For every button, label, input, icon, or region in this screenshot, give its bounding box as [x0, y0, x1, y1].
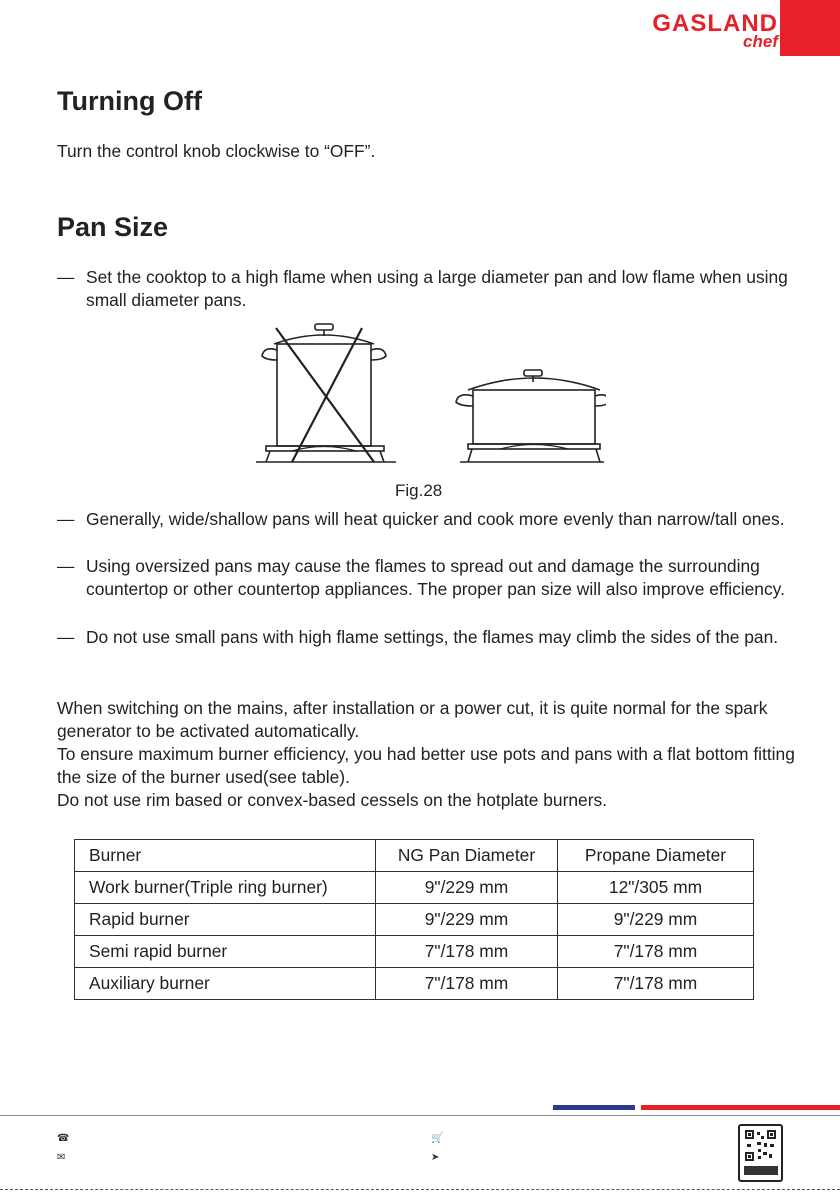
note-paragraph: When switching on the mains, after installation or a power cut, it is quite normal for the spark generator to be activated automatically. [57, 698, 768, 741]
phone-icon: ☎ [57, 1133, 70, 1144]
table-cell: 7"/178 mm [376, 968, 558, 1000]
bullet-text: Generally, wide/shallow pans will heat quicker and cook more evenly than narrow/tall ones. [86, 509, 785, 529]
table-cell: 7"/178 mm [376, 936, 558, 968]
mail-icon: ✉ [57, 1152, 66, 1163]
table-header-cell: NG Pan Diameter [376, 840, 558, 872]
figure-caption: Fig.28 [395, 481, 443, 500]
turning-off-text: Turn the control knob clockwise to “OFF”. [57, 141, 376, 161]
bottom-cut-line [0, 1189, 840, 1190]
bullet-dash: — [57, 267, 75, 287]
footer-accent-red [641, 1105, 840, 1110]
qr-code [738, 1124, 783, 1182]
pan-size-bullet [57, 508, 797, 531]
table-cell: 9"/229 mm [558, 904, 754, 936]
pan-size-bullet [57, 266, 797, 312]
qr-code-icon [745, 1130, 776, 1161]
pan-size-bullet [57, 626, 797, 649]
pan-size-figure [256, 320, 606, 468]
brand-name: GASLAND [652, 10, 778, 37]
notes-block [57, 697, 797, 812]
bullet-dash: — [57, 627, 75, 647]
table-row [75, 936, 754, 968]
bullet-text: Set the cooktop to a high flame when using a large diameter pan and low flame when using small diameter pans. [86, 267, 788, 310]
burner-pan-table [74, 839, 754, 1000]
pan-size-bullet [57, 555, 797, 601]
bullet-text: Do not use small pans with high flame settings, the flames may climb the sides of the pan. [86, 627, 779, 647]
note-paragraph: To ensure maximum burner efficiency, you had better use pots and pans with a flat bottom fitting the size of the burner used(see table). [57, 744, 795, 787]
table-row [75, 872, 754, 904]
table-cell: Work burner(Triple ring burner) [75, 872, 376, 904]
qr-label-bar [744, 1166, 778, 1175]
table-header-row [75, 840, 754, 872]
bullet-dash: — [57, 509, 75, 529]
table-cell: 7"/178 mm [558, 936, 754, 968]
table-cell: 9"/229 mm [376, 872, 558, 904]
wide-pan-illustration [456, 370, 606, 462]
cross-mark-icon [276, 328, 374, 462]
brand-sub: chef [743, 32, 778, 51]
table-cell: Rapid burner [75, 904, 376, 936]
bullet-text: Using oversized pans may cause the flames to spread out and damage the surrounding countertop or other countertop appliances. The proper pan size will also improve efficiency. [86, 556, 785, 599]
table-header-cell: Propane Diameter [558, 840, 754, 872]
table-cell: 9"/229 mm [376, 904, 558, 936]
table-cell: 12"/305 mm [558, 872, 754, 904]
pan-size-heading: Pan Size [57, 212, 169, 242]
tall-pot-illustration [256, 324, 396, 462]
table-row [75, 904, 754, 936]
location-icon: ➤ [431, 1152, 440, 1163]
turning-off-heading: Turning Off [57, 86, 202, 116]
brand-logo [636, 10, 784, 52]
footer-accent-blue [553, 1105, 635, 1110]
note-paragraph: Do not use rim based or convex-based cessels on the hotplate burners. [57, 790, 608, 810]
footer-divider [0, 1115, 840, 1116]
table-header-cell: Burner [75, 840, 376, 872]
table-cell: Semi rapid burner [75, 936, 376, 968]
table-cell: 7"/178 mm [558, 968, 754, 1000]
table-row [75, 968, 754, 1000]
bullet-dash: — [57, 556, 75, 576]
table-cell: Auxiliary burner [75, 968, 376, 1000]
cart-icon: 🛒 [431, 1133, 444, 1144]
brand-red-block [780, 0, 840, 56]
